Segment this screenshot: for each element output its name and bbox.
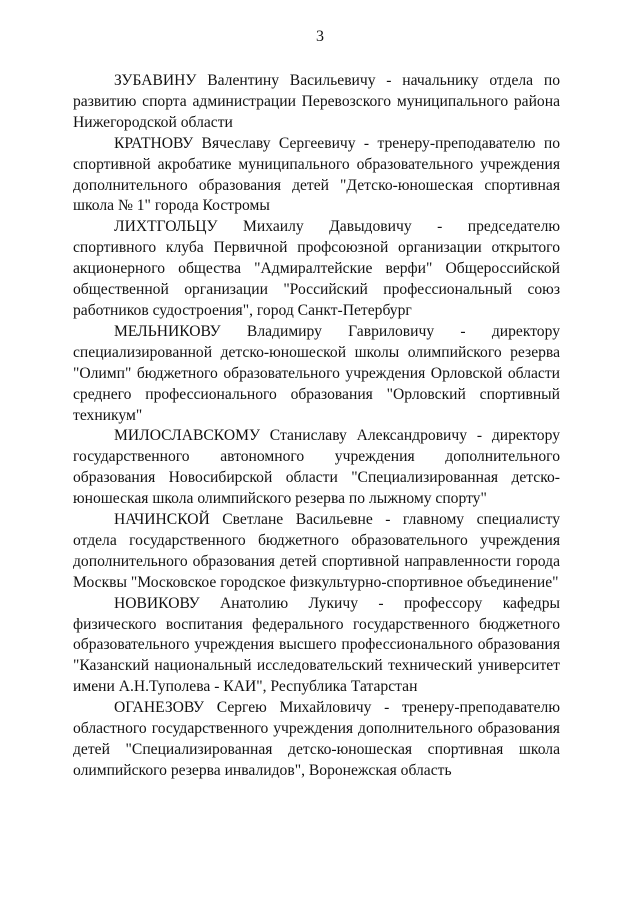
list-item: НАЧИНСКОЙ Светлане Васильевне - главному специалисту отдела государственного бюджетного образовательного учреждения дополнительного образования детей спортивной направленности города Москвы "Московское городское физкультурно-спортивное объединение" (73, 511, 560, 591)
list-item: ЛИХТГОЛЬЦУ Михаилу Давыдовичу - председателю спортивного клуба Первичной профсоюзной организации открытого акционерного общества "Адмиралтейские верфи" Общероссийской общественной организации "Российский профессиональный союз работников судостроения", город Санкт-Петербург (73, 218, 560, 319)
list-item: ЗУБАВИНУ Валентину Васильевичу - начальнику отдела по развитию спорта администрации Перевозского муниципального района Нижегородской области (73, 72, 560, 131)
page-number: 3 (316, 28, 324, 45)
award-list (73, 71, 560, 782)
list-item: КРАТНОВУ Вячеславу Сергеевичу - тренеру-преподавателю по спортивной акробатике муниципального образовательного учреждения дополнительного образования детей "Детско-юношеская спортивная школа № 1" города Костромы (73, 134, 560, 215)
list-item: МЕЛЬНИКОВУ Владимиру Гавриловичу - директору специализированной детско-юношеской школы олимпийского резерва "Олимп" бюджетного образовательного учреждения Орловской области среднего профессионального образования "Орловский спортивный техникум" (73, 322, 560, 424)
list-item: НОВИКОВУ Анатолию Лукичу - профессору кафедры физического воспитания федерального государственного бюджетного образовательного учреждения высшего профессионального образования "Казанский национальный исследовательский технический университет имени А.Н.Туполева - КАИ", Республика Татарстан (73, 594, 560, 696)
list-item: МИЛОСЛАВСКОМУ Станиславу Александровичу - директору государственного автономного учреждения дополнительного образования Новосибирской области "Специализированная детско-юношеская школа олимпийского резерва по лыжному спорту" (73, 427, 560, 508)
list-item: ОГАНЕЗОВУ Сергею Михайловичу - тренеру-преподавателю областного государственного учреждения дополнительного образования детей "Специализированная детско-юношеская спортивная школа олимпийского резерва инвалидов", Воронежская область (73, 699, 560, 779)
